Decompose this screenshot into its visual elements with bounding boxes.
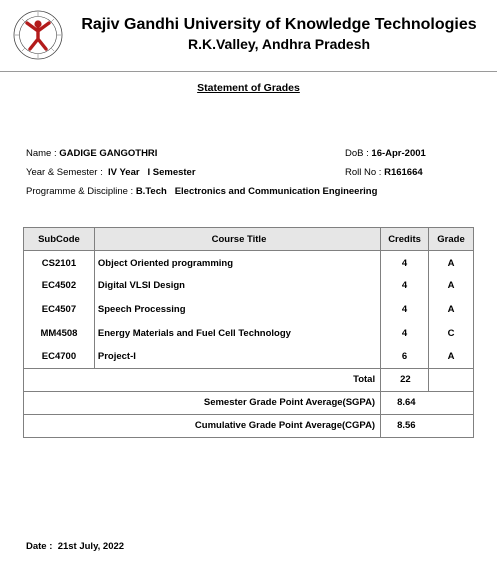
header-course-title: Course Title — [94, 228, 380, 251]
total-grade-empty — [429, 368, 474, 391]
table-row — [24, 345, 474, 369]
semester-value: I Semester — [147, 167, 196, 178]
grade-cell: A — [429, 251, 474, 275]
subcode-cell: CS2101 — [24, 251, 95, 275]
cgpa-row — [24, 414, 474, 437]
table-header-row — [24, 228, 474, 251]
rgukt-emblem-icon — [12, 9, 64, 61]
total-label: Total — [24, 368, 381, 391]
issue-date-line — [26, 541, 124, 552]
credits-cell: 4 — [381, 251, 429, 275]
header-credits: Credits — [381, 228, 429, 251]
subcode-cell: MM4508 — [24, 321, 95, 345]
name-label: Name : — [26, 148, 57, 159]
subcode-cell: EC4700 — [24, 345, 95, 369]
grade-cell: A — [429, 274, 474, 298]
course-title-cell: Speech Processing — [94, 298, 380, 322]
date-value: 21st July, 2022 — [57, 541, 125, 552]
credits-cell: 6 — [381, 345, 429, 369]
roll-line — [345, 167, 423, 179]
roll-label: Roll No : — [345, 167, 382, 178]
dob-line — [345, 148, 426, 160]
discipline-value: Electronics and Communication Engineering — [174, 186, 378, 197]
university-name: Rajiv Gandhi University of Knowledge Technologies — [81, 16, 477, 33]
cgpa-label: Cumulative Grade Point Average(CGPA) — [24, 414, 381, 437]
year-semester-line — [26, 167, 196, 179]
grade-cell: C — [429, 321, 474, 345]
table-row — [24, 298, 474, 322]
roll-value: R161664 — [384, 167, 423, 178]
table-row — [24, 251, 474, 275]
table-row — [24, 274, 474, 298]
grade-cell: A — [429, 345, 474, 369]
total-row — [24, 368, 474, 391]
student-name: GADIGE GANGOTHRI — [59, 148, 158, 159]
credits-cell: 4 — [381, 298, 429, 322]
header-subcode: SubCode — [24, 228, 95, 251]
programme-label: Programme & Discipline : — [26, 186, 134, 197]
grade-cell: A — [429, 298, 474, 322]
course-title-cell: Digital VLSI Design — [94, 274, 380, 298]
course-title-cell: Energy Materials and Fuel Cell Technology — [94, 321, 380, 345]
sgpa-row — [24, 391, 474, 414]
course-title-cell: Project-I — [94, 345, 380, 369]
programme-value: B.Tech — [135, 186, 167, 197]
document-title: Statement of Grades — [197, 82, 300, 94]
credits-cell: 4 — [381, 274, 429, 298]
student-name-line — [26, 148, 157, 160]
grades-table — [23, 227, 474, 438]
sgpa-label: Semester Grade Point Average(SGPA) — [24, 391, 381, 414]
programme-line — [26, 186, 377, 198]
total-credits: 22 — [381, 368, 429, 391]
year-value: IV Year — [108, 167, 140, 178]
cgpa-value: 8.56 — [381, 414, 474, 437]
university-location: R.K.Valley, Andhra Pradesh — [187, 36, 371, 52]
subcode-cell: EC4507 — [24, 298, 95, 322]
dob-label: DoB : — [345, 148, 369, 159]
date-label: Date : — [26, 541, 53, 552]
course-title-cell: Object Oriented programming — [94, 251, 380, 275]
subcode-cell: EC4502 — [24, 274, 95, 298]
year-semester-label: Year & Semester : — [26, 167, 103, 178]
credits-cell: 4 — [381, 321, 429, 345]
table-row — [24, 321, 474, 345]
sgpa-value: 8.64 — [381, 391, 474, 414]
dob-value: 16-Apr-2001 — [371, 148, 426, 159]
header-grade: Grade — [429, 228, 474, 251]
page-header — [0, 0, 497, 72]
